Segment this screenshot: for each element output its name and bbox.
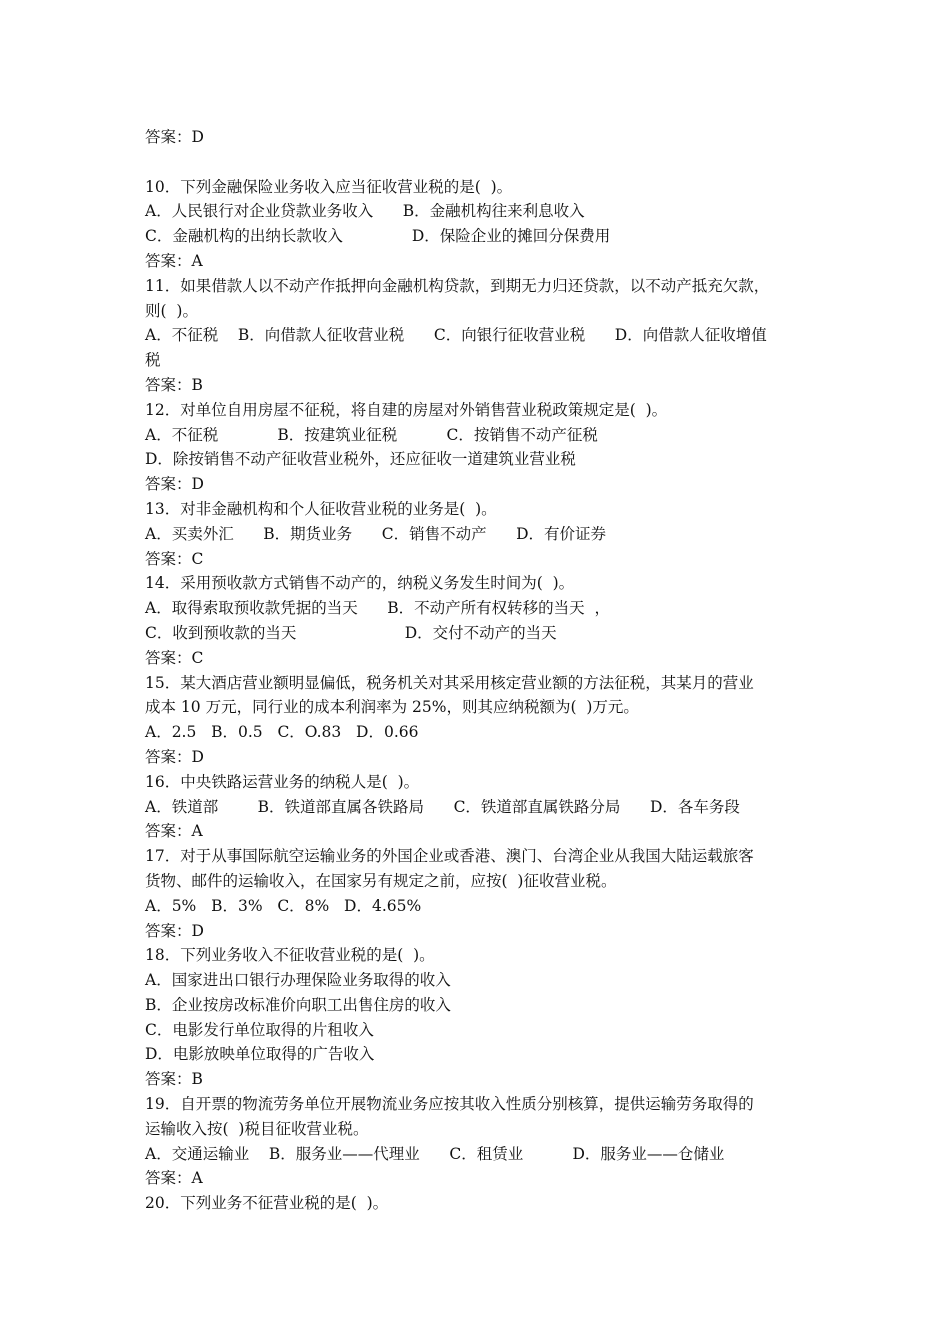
question-18: 18．下列业务收入不征收营业税的是( )。 — [145, 946, 435, 965]
question-15: 15．某大酒店营业额明显偏低，税务机关对其采用核定营业额的方法征税，其某月的营业 — [145, 673, 754, 692]
options-line: C．收到预收款的当天 D．交付不动产的当天 — [145, 623, 557, 642]
question-17: 17．对于从事国际航空运输业务的外国企业或香港、澳门、台湾企业从我国大陆运载旅客 — [145, 847, 754, 866]
answer-line: 答案：B — [145, 1070, 203, 1089]
question-10: 10．下列金融保险业务收入应当征收营业税的是( )。 — [145, 177, 513, 196]
text-line: 税 — [145, 351, 161, 370]
text-line: 成本 10 万元，同行业的成本利润率为 25%，则其应纳税额为( )万元。 — [145, 698, 639, 717]
question-12: 12．对单位自用房屋不征税，将自建的房屋对外销售营业税政策规定是( )。 — [145, 400, 668, 419]
answer-line: 答案：A — [145, 251, 203, 270]
text-line: 则( )。 — [145, 301, 198, 320]
options-line: A．取得索取预收款凭据的当天 B．不动产所有权转移的当天 ， — [145, 599, 611, 618]
answer-line: 答案：C — [145, 648, 204, 667]
options-line: A．交通运输业 B．服务业——代理业 C．租赁业 D．服务业——仓储业 — [145, 1144, 725, 1163]
options-line: A．2.5 B．0.5 C．O.83 D．0.66 — [145, 723, 419, 742]
options-line: A．铁道部 B．铁道部直属各铁路局 C．铁道部直属铁路分局 D．各车务段 — [145, 797, 740, 816]
options-line: A．5% B．3% C．8% D．4.65% — [145, 896, 422, 915]
question-11: 11．如果借款人以不动产作抵押向金融机构贷款，到期无力归还贷款，以不动产抵充欠款， — [145, 276, 770, 295]
answer-line: 答案：D — [145, 747, 204, 766]
text-line: 货物、邮件的运输收入，在国家另有规定之前，应按( )征收营业税。 — [145, 871, 617, 890]
answer-line: 答案：A — [145, 1169, 203, 1188]
blank-line — [145, 150, 825, 175]
options-line: A．买卖外汇 B．期货业务 C．销售不动产 D．有价证券 — [145, 524, 607, 543]
text-line: 答案：D — [145, 128, 204, 146]
options-line: A．不征税 B．向借款人征收营业税 C．向银行征收营业税 D．向借款人征收增值 — [145, 326, 767, 345]
question-14: 14．采用预收款方式销售不动产的，纳税义务发生时间为( )。 — [145, 574, 575, 593]
answer-line: 答案：A — [145, 822, 203, 841]
options-line: A．不征税 B．按建筑业征税 C．按销售不动产征税 — [145, 425, 598, 444]
question-19: 19．自开票的物流劳务单位开展物流业务应按其收入性质分别核算，提供运输劳务取得的 — [145, 1095, 754, 1114]
answer-line: 答案：D — [145, 475, 204, 494]
options-line: C．金融机构的出纳长款收入 D．保险企业的摊回分保费用 — [145, 227, 611, 246]
options-line: A．国家进出口银行办理保险业务取得的收入 — [145, 971, 451, 990]
question-20: 20．下列业务不征营业税的是( )。 — [145, 1194, 389, 1213]
question-16: 16．中央铁路运营业务的纳税人是( )。 — [145, 772, 420, 791]
options-line: D．电影放映单位取得的广告收入 — [145, 1045, 375, 1064]
text-line: 运输收入按( )税目征收营业税。 — [145, 1119, 369, 1138]
options-line: B．企业按房改标准价向职工出售住房的收入 — [145, 995, 451, 1014]
answer-line: 答案：C — [145, 549, 204, 568]
answer-line: 答案：B — [145, 375, 203, 394]
document-page — [145, 125, 825, 1216]
options-line: C．电影发行单位取得的片租收入 — [145, 1020, 374, 1039]
options-line: A．人民银行对企业贷款业务收入 B．金融机构往来利息收入 — [145, 202, 585, 221]
question-13: 13．对非金融机构和个人征收营业税的业务是( )。 — [145, 499, 497, 518]
answer-line: 答案：D — [145, 921, 204, 940]
options-line: D．除按销售不动产征收营业税外，还应征收一道建筑业营业税 — [145, 450, 576, 469]
